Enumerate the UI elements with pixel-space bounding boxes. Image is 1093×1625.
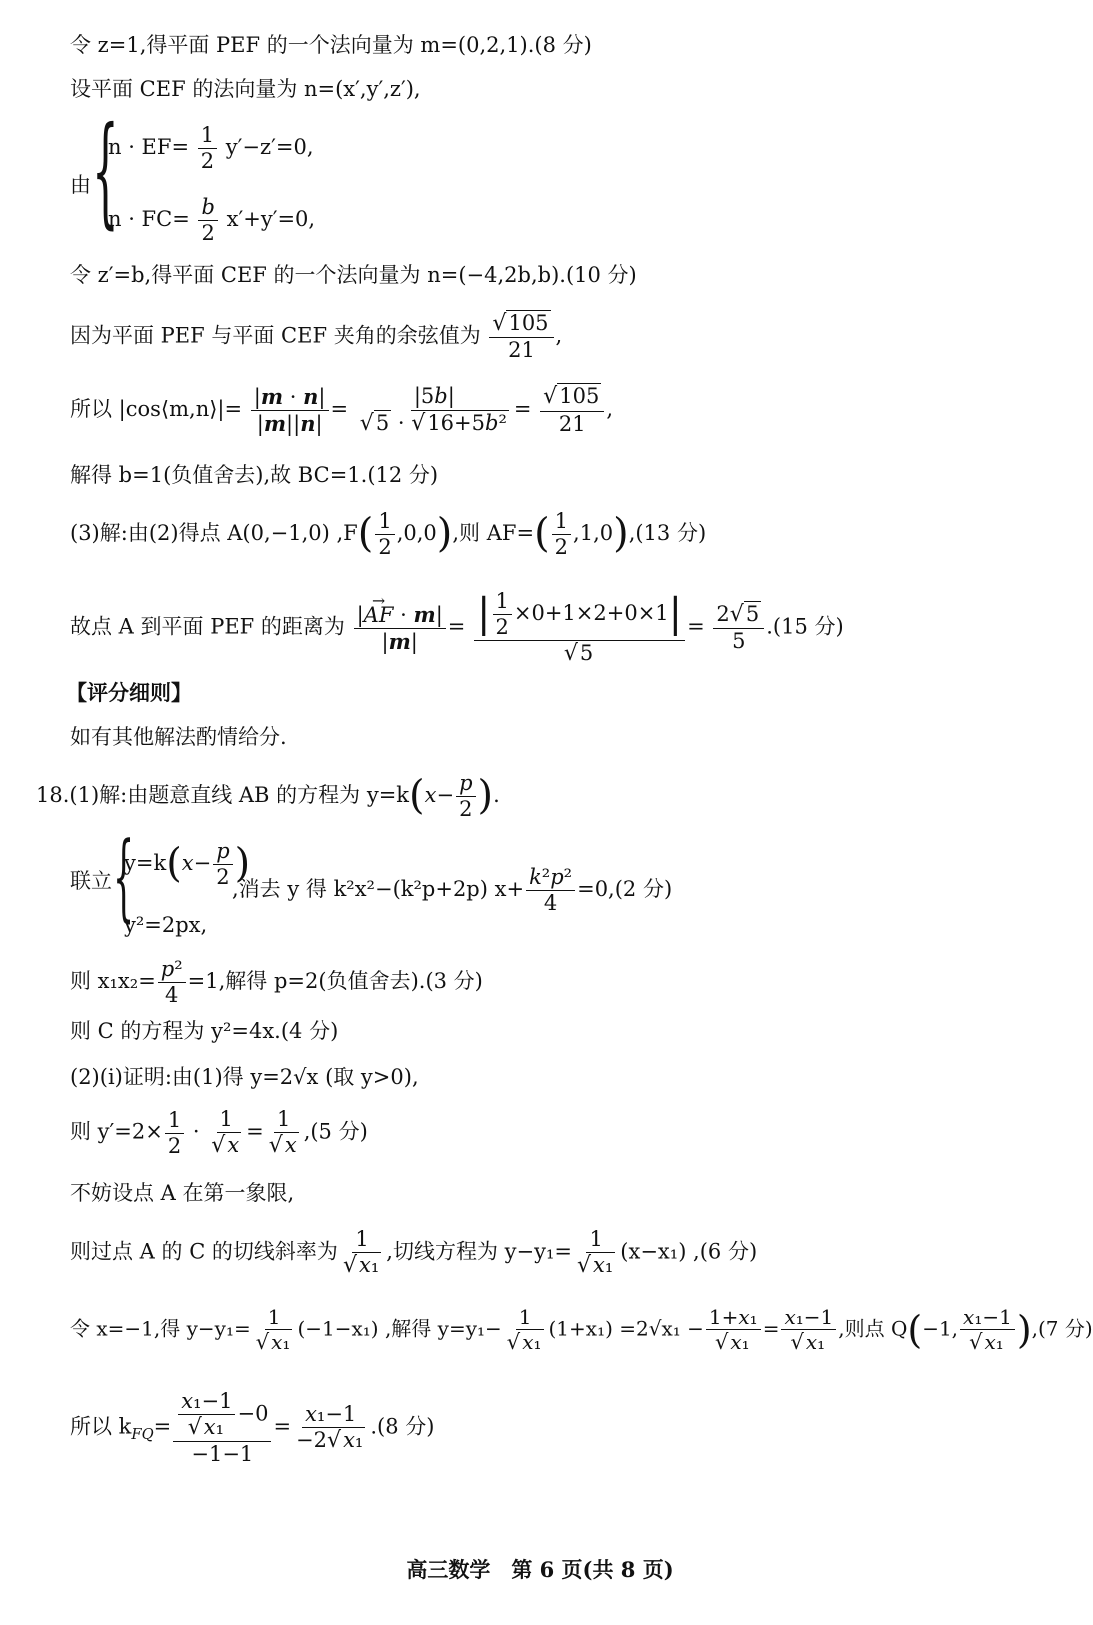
text: y=k	[124, 851, 167, 876]
eq-line-ab: y=k(x− $\frac{p}{2}$ )	[124, 839, 251, 890]
line-part3-points: (3)解:由(2)得点 A(0,−1,0) ,F( $\frac{1}{2}$ ,0,0),则 AF=( $\frac{1}{2}$ ,1,0),(13 分)	[70, 509, 707, 560]
text: y′−z′=0,	[225, 135, 314, 160]
fraction: $\frac{\text{x₁−1}}{\text{√ x₁}}$	[781, 1306, 836, 1354]
text: 因为平面 PEF 与平面 CEF 夹角的余弦值为	[70, 323, 481, 348]
text: ,切线方程为 y−y₁=	[386, 1239, 572, 1264]
line-point-q: 令 x=−1,得 y−y₁= $\frac{1}{\text{√ x₁}}$ (−1−x₁) ,解得 y=y₁− $\frac{1}{\text{√ x₁}}$ (1+x₁) =2√x₁ − $\frac{\text{1+x₁}}{\text{√ x₁}}$ = $\frac{\text{x₁−1}}{\text{√ x₁}}$ ,则点 Q(−1, $\frac{\text{x₁−1}}{\text{√ x₁}}$ ),(7 分)	[70, 1305, 1093, 1354]
line-cosine-given: 因为平面 PEF 与平面 CEF 夹角的余弦值为 $\frac{√105}{21}$ ,	[70, 311, 563, 363]
text: 【评分细则】	[66, 680, 192, 705]
fraction: $\frac{\text{1+x₁}}{\text{√ x₁}}$	[706, 1306, 761, 1354]
eq-eliminate-y	[232, 866, 672, 915]
text: 设平面 CEF 的法向量为 n=(x′,y′,z′),	[70, 77, 421, 101]
fraction: $\frac{|\to AF \cdot m|}{|m|}$	[354, 603, 446, 654]
fraction: $\frac{\text{k²p²}}{4}$	[526, 866, 575, 915]
fraction: $\frac{p}{2}$	[456, 772, 475, 821]
text: 所以 |cos⟨m,n⟩|=	[70, 397, 243, 422]
text: 联立	[70, 869, 112, 893]
left-brace: {	[92, 102, 119, 241]
text: 0,0	[403, 521, 437, 546]
fraction: $\frac{2√5}{5}$	[713, 603, 764, 653]
fraction: $\frac{|5b|}{\text{√5 · √16+5b²}}$	[359, 384, 507, 436]
text: .(8 分)	[370, 1414, 435, 1439]
text: x′+y′=0,	[226, 207, 316, 232]
text: y²=2px,	[124, 913, 208, 937]
text: 如有其他解法酌情给分.	[70, 725, 287, 749]
fraction: $\frac{\text{x₁−1}}{\text{√ x₁}}$	[960, 1306, 1015, 1354]
line-set-n	[70, 76, 421, 102]
text: n · EF=	[108, 135, 190, 160]
left-brace: {	[113, 822, 135, 932]
brace-label-lianli	[70, 868, 112, 894]
line-first-quadrant	[70, 1180, 294, 1206]
scoring-heading	[66, 680, 192, 706]
text: 不妨设点 A 在第一象限,	[70, 1181, 295, 1205]
text: ,消去 y 得 k²x²−(k²p+2p) x+	[232, 877, 525, 902]
line-q18-line-ab: 18.(1)解:由题意直线 AB 的方程为 y=k(x− $\frac{p}{2}$ ).	[36, 771, 500, 822]
text: n · FC=	[108, 207, 190, 232]
line-normal-vector-m	[70, 32, 592, 58]
fraction: $\frac{1}{2}$	[165, 1109, 184, 1158]
text: 由	[70, 173, 91, 197]
page-footer: 高三数学 第 6 页(共 8 页)	[406, 1557, 674, 1582]
text: 则过点 A 的 C 的切线斜率为	[70, 1239, 338, 1264]
fraction: $\frac{√105}{21}$	[540, 385, 604, 435]
fraction: | $\frac{1}{2}$ ×0+1×2+0×1| √5	[474, 590, 685, 666]
fraction: $\frac{1}{\text{√ x₁}}$	[255, 1305, 291, 1354]
line-c-equation	[70, 1018, 338, 1044]
text: ,则点 Q	[838, 1316, 908, 1341]
fraction: $\frac{1}{\text{√ x₁}}$	[506, 1305, 542, 1354]
text: (2)(i)证明:由(1)得 y=2√x (取 y>0),	[70, 1065, 419, 1089]
text: 18.(1)解:由题意直线 AB 的方程为 y=k	[36, 783, 410, 808]
fraction: $\frac{|m \cdot n|}{|m||n|}$	[251, 385, 329, 436]
eq-n-ef	[108, 124, 314, 173]
text: (3)解:由(2)得点 A(0,−1,0) ,F	[70, 521, 358, 546]
text: ,(5 分)	[303, 1119, 368, 1144]
line-slope-kfq: 所以 $k_{FQ}=$ $\frac{\text{x₁−1}}{\text{√x₁}}$ −0 −1−1 = $\frac{\text{x₁−1}}{\text{−2√x₁}}$ .(8 分)	[70, 1389, 435, 1467]
text: ,则 AF=	[452, 521, 535, 546]
text: 所以 k	[70, 1414, 132, 1439]
fraction: $\frac{1}{√x}$	[268, 1107, 297, 1159]
text: 故点 A 到平面 PEF 的距离为	[70, 614, 345, 639]
fraction: $\frac{p}{2}$	[213, 840, 232, 889]
line-solve-b	[70, 462, 438, 488]
text: ,(13 分)	[628, 521, 707, 546]
text: 则 y′=2×	[70, 1119, 163, 1144]
text: (x−x₁) ,(6 分)	[620, 1239, 758, 1264]
text: =1,解得 p=2(负值舍去).(3 分)	[187, 969, 483, 994]
text: 解得 b=1(负值舍去),故 BC=1.(12 分)	[70, 463, 439, 487]
brace-label	[70, 172, 91, 198]
text: 则 C 的方程为 y²=4x.(4 分)	[70, 1019, 339, 1043]
text: .(15 分)	[766, 614, 844, 639]
line-part2-proof	[70, 1064, 419, 1090]
fraction: $\frac{1}{\text{√x₁}}$	[576, 1227, 614, 1279]
line-cos-formula: 所以 |cos⟨m,n⟩|= $\frac{|m \cdot n|}{|m||n|}$ = $\frac{|5b|}{\text{√5 · √16+5b²}}$ = $\frac{√105}{21}$ ,	[70, 384, 613, 437]
text: 令 z=1,得平面 PEF 的一个法向量为 m=(0,2,1).(8 分)	[70, 33, 592, 57]
line-solve-p	[70, 958, 483, 1007]
scoring-note	[70, 724, 287, 750]
fraction: $\frac{1}{2}$	[198, 124, 217, 173]
text: 则 x₁x₂=	[70, 969, 156, 994]
fraction: $\frac{1}{2}$	[375, 510, 394, 559]
text: 令 x=−1,得 y−y₁=	[70, 1316, 251, 1341]
fraction: $\frac{\text{p²}}{4}$	[158, 958, 186, 1007]
text: (1+x₁) =2√x₁ −	[548, 1316, 704, 1341]
fraction: $\frac{√105}{21}$	[489, 312, 553, 362]
line-distance: 故点 A 到平面 PEF 的距离为 $\frac{|\to AF \cdot m|}{|m|}$ = | $\frac{1}{2}$ ×0+1×2+0×1| √5 = $\frac{2√5}{5}$ .(15 分)	[70, 590, 844, 666]
fraction: $\frac{\text{x₁−1}}{\text{−2√x₁}}$	[296, 1402, 364, 1454]
eq-parabola	[124, 912, 207, 938]
text: =0,(2 分)	[577, 877, 673, 902]
text: 1,0	[579, 521, 614, 546]
fraction: $\frac{b}{2}$	[198, 196, 217, 245]
line-derivative: 则 y′=2× $\frac{1}{2}$ · $\frac{1}{√x}$ = $\frac{1}{√x}$ ,(5 分)	[70, 1107, 368, 1159]
fraction: $\frac{\text{x₁−1}}{\text{√x₁}}$ −0 −1−1	[173, 1390, 271, 1466]
text: (−1−x₁) ,解得 y=y₁−	[297, 1316, 502, 1341]
fraction: $\frac{1}{\text{√x₁}}$	[342, 1227, 380, 1279]
fraction: $\frac{1}{√x}$	[211, 1107, 240, 1159]
fraction: $\frac{1}{2}$	[552, 510, 571, 559]
text: ,(7 分)	[1031, 1316, 1093, 1341]
line-normal-vector-n	[70, 262, 637, 288]
text: 令 z′=b,得平面 CEF 的一个法向量为 n=(−4,2b,b).(10 分)	[70, 263, 637, 287]
eq-n-fc	[108, 196, 315, 245]
line-tangent	[70, 1228, 757, 1278]
